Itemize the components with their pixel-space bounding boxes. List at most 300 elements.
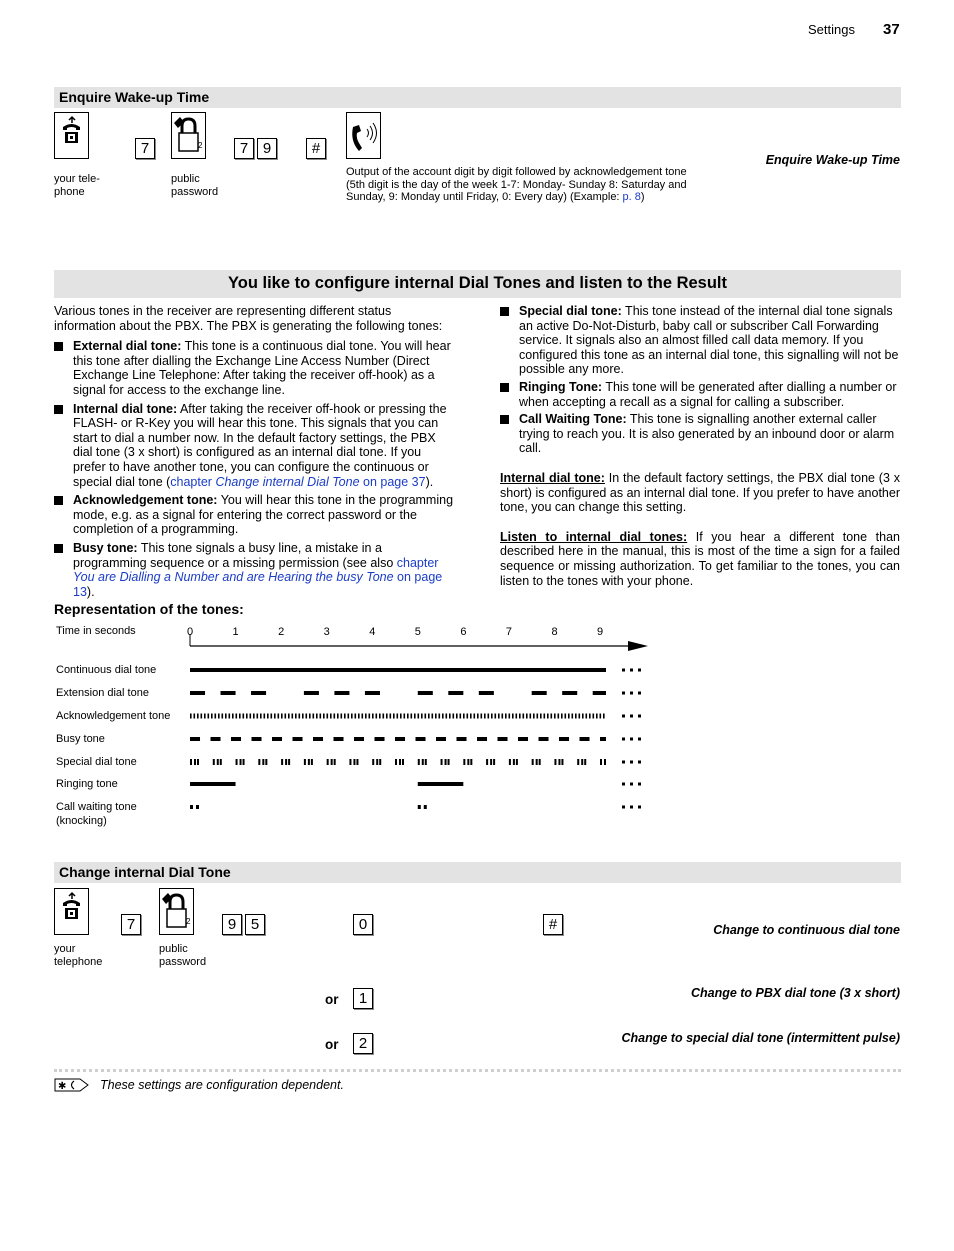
continuation-dot — [630, 761, 633, 764]
left-column — [54, 304, 454, 600]
tone-segment — [355, 714, 357, 719]
tone-segment — [479, 691, 494, 695]
tone-segment — [240, 759, 242, 765]
tone-segment — [411, 714, 413, 719]
continuation-dot — [622, 738, 625, 741]
p2-text: If you hear a different tone than described here in the manual, this is most of the time a sign for a failed sequence or missing authorization. To get familiar to the tones, you can listen to the tones with your phone. — [500, 529, 900, 588]
tone-segment — [424, 805, 427, 809]
tone-segment — [519, 714, 521, 719]
tone-segment — [495, 714, 497, 719]
tone-segment — [306, 714, 308, 719]
tone-segment — [600, 737, 606, 741]
tone-segment — [572, 714, 574, 719]
tone-segment — [194, 759, 196, 765]
continuation-dot — [638, 692, 641, 695]
tone-segment — [327, 714, 329, 719]
tone-segment — [498, 714, 500, 719]
int-text: After taking the receiver off-hook or pressing the FLASH- or R-Key you will hear this tone. This signals that you can start to dial a number now. In the default factory settings, the PBX dial tone (3 x short) is configured as an internal dial tone. If you prefer to have another tone, you can configure the continuous or special dial tone ( — [73, 401, 447, 489]
tone-segment — [272, 737, 282, 741]
tone-segment — [222, 714, 224, 719]
tone-segment — [229, 714, 231, 719]
ack-title: Acknowledgement tone: — [73, 493, 218, 508]
tone-segment — [197, 714, 199, 719]
tone-segment — [386, 714, 388, 719]
tone-segment — [484, 714, 486, 719]
tone-segment — [274, 714, 276, 719]
tone-row-label: Special dial tone — [56, 756, 137, 768]
tone-segment — [490, 759, 492, 765]
tone-segment — [498, 737, 508, 741]
tone-segment — [260, 714, 262, 719]
tone-segment — [502, 714, 504, 719]
tone-segment — [299, 714, 301, 719]
p1-text: In the default factory settings, the PBX dial tone (3 x short) is configured as an internal dial tone. If you prefer to have another tone, you can change this setting. — [500, 470, 900, 515]
tones-heading: Representation of the tones: — [54, 601, 244, 617]
tone-segment — [257, 714, 259, 719]
continuation-dot — [638, 761, 641, 764]
wakeup-title: Enquire Wake-up Time — [59, 89, 210, 105]
tone-segment — [600, 759, 602, 765]
tone-segment — [481, 714, 483, 719]
svg-text:✱: ✱ — [58, 1081, 67, 1092]
tone-segment — [197, 759, 199, 765]
tone-segment — [278, 714, 280, 719]
tone-segment — [554, 714, 556, 719]
tone-segment — [448, 691, 463, 695]
tone-segment — [448, 759, 450, 765]
tone-segment — [449, 714, 451, 719]
change-title: Change internal Dial Tone — [59, 864, 231, 880]
cw-title: Call Waiting Tone: — [519, 412, 627, 427]
tone-segment — [313, 714, 315, 719]
tone-segment — [231, 737, 241, 741]
padlock-icon — [171, 112, 206, 159]
busy-end: ). — [86, 584, 95, 599]
continuation-dot — [622, 669, 625, 672]
tone-segment — [558, 759, 560, 765]
internal-dial-paragraph — [500, 471, 900, 515]
p2-title: Listen to internal dial tones: — [500, 529, 688, 544]
tone-segment — [421, 714, 423, 719]
or-label: or — [325, 1037, 339, 1052]
tone-segment — [353, 759, 355, 765]
tone-segment — [211, 737, 221, 741]
section-title: You like to configure internal Dial Tones and listen to the Result — [227, 274, 728, 292]
tone-segment — [505, 714, 507, 719]
tone-segment — [348, 714, 350, 719]
tone-segment — [457, 737, 467, 741]
tone-segment — [418, 805, 421, 809]
wakeup-output-text — [346, 166, 701, 204]
continuation-dot — [630, 715, 633, 718]
configuration-note-icon — [54, 1077, 90, 1098]
tone-segment — [344, 714, 346, 719]
continuation-dot — [622, 806, 625, 809]
tone-segment — [418, 714, 420, 719]
tone-segment — [225, 714, 227, 719]
tone-segment — [593, 691, 606, 695]
tone-segment — [446, 714, 448, 719]
tone-segment — [539, 737, 549, 741]
phone-caption: your tele- phone — [54, 173, 100, 198]
tone-segment — [190, 691, 205, 695]
tone-segment — [395, 759, 397, 765]
tone-segment — [341, 714, 343, 719]
axis-tick-label: 7 — [505, 626, 513, 638]
tone-segment — [425, 759, 427, 765]
continuation-dot — [622, 715, 625, 718]
ext-title: External dial tone: — [73, 339, 182, 354]
tone-segment — [334, 737, 344, 741]
tone-segment — [407, 714, 409, 719]
tone-segment — [369, 714, 371, 719]
tone-segment — [285, 714, 287, 719]
tone-segment — [470, 714, 472, 719]
tone-segment — [243, 714, 245, 719]
tone-segment — [330, 714, 332, 719]
key-2: 2 — [353, 1033, 373, 1054]
tone-segment — [376, 714, 378, 719]
label-special: Change to special dial tone (intermittent pulse) — [621, 1031, 900, 1045]
tone-segment — [582, 714, 584, 719]
tone-segment — [397, 714, 399, 719]
axis-tick-label: 5 — [414, 626, 421, 638]
tone-segment — [453, 714, 455, 719]
key-7: 7 — [121, 914, 141, 935]
tone-segment — [320, 714, 322, 719]
tone-segment — [311, 759, 313, 765]
tone-segment — [334, 714, 336, 719]
tone-segment — [215, 714, 217, 719]
tone-segment — [537, 714, 539, 719]
tone-segment — [281, 759, 283, 765]
tone-segment — [236, 759, 238, 765]
tone-row-label: Call waiting tone (knocking) — [56, 801, 137, 827]
tone-segment — [351, 714, 353, 719]
output-text: Output of the account digit by digit followed by acknowledgement tone (5th digit is the day of the week 1-7: Monday- Sunday 8: Saturday and Sunday, 9: Monday until Friday, 0: Every day) (Example: — [346, 166, 687, 203]
key-7: 7 — [135, 138, 155, 159]
tone-row-label: Ringing tone — [56, 778, 118, 790]
ring-text: This tone will be generated after dialling a number or when accepting a recall as a signal for calling a subscriber. — [519, 379, 897, 409]
ext-text: This tone is a continuous dial tone. You will hear this tone after dialling the Exchange Line Access Number (Direct Exchange Line Telephone: After taking the receiver off-hook) as a signal for access to the exchange line. — [73, 339, 451, 397]
page-number: 37 — [883, 21, 900, 38]
list-item-ack — [54, 493, 454, 537]
config-note: These settings are configuration dependent. — [100, 1078, 344, 1092]
tone-segment — [463, 759, 465, 765]
tone-segment — [539, 759, 541, 765]
ringing-handset-icon — [346, 112, 381, 159]
section-title-bar — [54, 270, 901, 298]
continuation-dot — [638, 669, 641, 672]
tone-segment — [239, 714, 241, 719]
tone-segment — [390, 714, 392, 719]
tone-segment — [316, 714, 318, 719]
axis-tick-label: 2 — [278, 626, 285, 638]
continuation-dot — [638, 806, 641, 809]
tone-segment — [554, 759, 556, 765]
tone-segment — [323, 714, 325, 719]
tone-segment — [584, 759, 586, 765]
cw-text: This tone is signalling another external caller trying to reach you. It is also generated by an inbound door or alarm call. — [519, 412, 895, 456]
tone-segment — [309, 714, 311, 719]
tone-segment — [575, 714, 577, 719]
output-link[interactable]: p. 8 — [622, 191, 641, 203]
tone-segment — [232, 714, 234, 719]
key-7: 7 — [234, 138, 254, 159]
tone-segment — [463, 714, 465, 719]
tone-segment — [526, 714, 528, 719]
tone-segment — [589, 714, 591, 719]
tone-segment — [579, 714, 581, 719]
tone-segment — [518, 737, 528, 741]
tone-segment — [436, 737, 446, 741]
listen-paragraph — [500, 530, 900, 588]
tone-segment — [204, 714, 206, 719]
tone-segment — [220, 759, 222, 765]
continuation-dot — [638, 738, 641, 741]
tone-segment — [250, 714, 252, 719]
continuation-dot — [630, 692, 633, 695]
tone-segment — [379, 759, 381, 765]
password-caption: public password — [159, 943, 207, 968]
header-section: Settings — [808, 22, 855, 37]
tone-segment — [267, 714, 269, 719]
tone-segment — [474, 714, 476, 719]
tone-segment — [365, 691, 380, 695]
tone-segment — [532, 691, 547, 695]
continuation-dot — [622, 692, 625, 695]
tone-segment — [414, 714, 416, 719]
key-1: 1 — [353, 988, 373, 1009]
tone-segment — [304, 691, 319, 695]
tone-segment — [190, 782, 236, 786]
tone-segment — [425, 714, 427, 719]
tone-segment — [416, 737, 426, 741]
axis-tick-label: 8 — [551, 626, 558, 638]
tone-segment — [337, 714, 339, 719]
tone-segment — [523, 714, 525, 719]
tone-segment — [532, 759, 534, 765]
tone-segment — [376, 759, 378, 765]
tone-segment — [288, 714, 290, 719]
tone-segment — [441, 759, 443, 765]
tone-segment — [509, 714, 511, 719]
tone-segment — [400, 714, 402, 719]
tone-segment — [365, 714, 367, 719]
tone-segment — [304, 759, 306, 765]
continuation-dot — [630, 738, 633, 741]
tone-segment — [470, 759, 472, 765]
tone-segment — [194, 714, 196, 719]
tone-segment — [568, 714, 570, 719]
tone-segment — [285, 759, 287, 765]
tone-segment — [491, 714, 493, 719]
tone-segment — [456, 714, 458, 719]
tone-segment — [558, 714, 560, 719]
tone-segment — [493, 759, 495, 765]
busy-text: This tone signals a busy line, a mistake in a programming sequence or a missing permission (see also — [73, 540, 397, 570]
key-9: 9 — [257, 138, 277, 159]
tone-segment — [302, 714, 304, 719]
tone-segment — [435, 714, 437, 719]
tone-segment — [281, 714, 283, 719]
tone-segment — [512, 714, 514, 719]
tone-segment — [334, 759, 336, 765]
continuation-dot — [638, 783, 641, 786]
tone-segment — [292, 714, 294, 719]
tone-segment — [418, 691, 433, 695]
list-item-waiting — [500, 412, 900, 456]
tone-segment — [513, 759, 515, 765]
tone-segment — [293, 737, 303, 741]
list-item-external — [54, 339, 454, 397]
tone-segment — [603, 714, 605, 719]
tone-segment — [565, 714, 567, 719]
tone-segment — [354, 737, 364, 741]
tone-segment — [251, 691, 266, 695]
key-9: 9 — [222, 914, 242, 935]
tone-segment — [327, 759, 329, 765]
key-5: 5 — [245, 914, 265, 935]
svg-text:2: 2 — [198, 141, 203, 150]
right-column — [500, 304, 900, 588]
tone-segment — [190, 714, 192, 719]
spec-text: This tone instead of the internal dial tone signals an active Do-Not-Disturb, baby call or subscriber Call Forwarding service. It signals also an almost filled call data memory. If you configured this tone as an internal dial tone, this signalling will not be possible any more. — [519, 304, 899, 377]
tone-segment — [530, 714, 532, 719]
tone-row-label: Continuous dial tone — [56, 664, 157, 676]
tone-segment — [218, 714, 220, 719]
tone-segment — [395, 737, 405, 741]
continuation-dot — [630, 669, 633, 672]
tone-row-label: Acknowledgement tone — [56, 710, 171, 722]
tone-segment — [334, 691, 349, 695]
tone-segment — [486, 759, 488, 765]
int-link[interactable]: chapter Change internal Dial Tone on page 37 — [170, 474, 426, 489]
tone-segment — [439, 714, 441, 719]
tone-segment — [258, 759, 260, 765]
tone-segment — [190, 737, 200, 741]
tone-segment — [477, 737, 487, 741]
tone-segment — [544, 714, 546, 719]
tone-segment — [362, 714, 364, 719]
tone-segment — [428, 714, 430, 719]
intro-paragraph: Various tones in the receiver are representing different status information about the PBX. The PBX is generating the following tones: — [54, 304, 443, 333]
axis-tick-label: 3 — [323, 626, 330, 638]
tone-segment — [547, 714, 549, 719]
tone-segment — [379, 714, 381, 719]
tone-segment — [402, 759, 404, 765]
continuation-dot — [630, 806, 633, 809]
tone-segment — [445, 759, 447, 765]
tone-segment — [577, 759, 579, 765]
telephone-icon — [54, 888, 89, 935]
continuation-dot — [638, 715, 641, 718]
axis-tick-label: 6 — [460, 626, 467, 638]
continuation-dot — [622, 783, 625, 786]
tone-segment — [581, 759, 583, 765]
spec-title: Special dial tone: — [519, 304, 622, 318]
axis-tick-label: 9 — [597, 626, 604, 638]
label-continuous: Change to continuous dial tone — [713, 923, 900, 937]
svg-text:2: 2 — [186, 917, 191, 926]
tone-segment — [536, 759, 538, 765]
tone-segment — [509, 759, 511, 765]
tone-segment — [418, 759, 420, 765]
list-item-ringing — [500, 380, 900, 409]
tone-segment — [252, 737, 262, 741]
tone-segment — [190, 668, 606, 672]
telephone-icon — [54, 112, 89, 159]
tone-segment — [356, 759, 358, 765]
tone-segment — [288, 759, 290, 765]
tone-row-label: Busy tone — [56, 733, 105, 745]
tone-segment — [253, 714, 255, 719]
axis-tick-label: 1 — [232, 626, 239, 638]
axis-tick-label: 4 — [369, 626, 376, 638]
tone-diagram — [54, 620, 654, 835]
change-section-bar — [54, 862, 901, 883]
tone-segment — [604, 759, 606, 765]
tone-segment — [265, 759, 267, 765]
axis-arrow — [628, 641, 648, 651]
tone-segment — [313, 737, 323, 741]
tone-segment — [561, 714, 563, 719]
tone-segment — [349, 759, 351, 765]
tone-row-label: Extension dial tone — [56, 687, 149, 699]
tone-segment — [375, 737, 385, 741]
tone-segment — [467, 759, 469, 765]
tone-segment — [221, 691, 236, 695]
tone-segment — [540, 714, 542, 719]
axis-tick-label: 0 — [187, 626, 194, 638]
tone-segment — [236, 714, 238, 719]
tone-segment — [393, 714, 395, 719]
label-pbx: Change to PBX dial tone (3 x short) — [690, 986, 900, 1000]
tone-segment — [404, 714, 406, 719]
tone-segment — [488, 714, 490, 719]
tone-segment — [442, 714, 444, 719]
tone-segment — [559, 737, 569, 741]
tone-segment — [372, 759, 374, 765]
tone-segment — [516, 714, 518, 719]
tone-segment — [596, 714, 598, 719]
wakeup-section-bar — [54, 87, 901, 108]
password-caption: public password — [171, 173, 219, 198]
tone-segment — [418, 782, 464, 786]
tone-segment — [295, 714, 297, 719]
tone-segment — [460, 714, 462, 719]
busy-title: Busy tone: — [73, 540, 138, 555]
tone-segment — [516, 759, 518, 765]
tone-segment — [196, 805, 199, 809]
int-end: ). — [425, 474, 434, 489]
tone-segment — [271, 714, 273, 719]
tone-segment — [262, 759, 264, 765]
tone-segment — [208, 714, 210, 719]
continuation-dot — [630, 783, 633, 786]
tone-segment — [217, 759, 219, 765]
tone-segment — [246, 714, 248, 719]
tone-segment — [551, 714, 553, 719]
busy-link[interactable]: chapter You are Dialling a Number and are Hearing the busy Tone on page 13 — [73, 555, 443, 599]
axis-label: Time in seconds — [56, 625, 136, 637]
tone-segment — [477, 714, 479, 719]
tone-segment — [399, 759, 401, 765]
tone-segment — [211, 714, 213, 719]
list-item-internal — [54, 402, 454, 490]
tone-segment — [580, 737, 590, 741]
tone-segment — [586, 714, 588, 719]
